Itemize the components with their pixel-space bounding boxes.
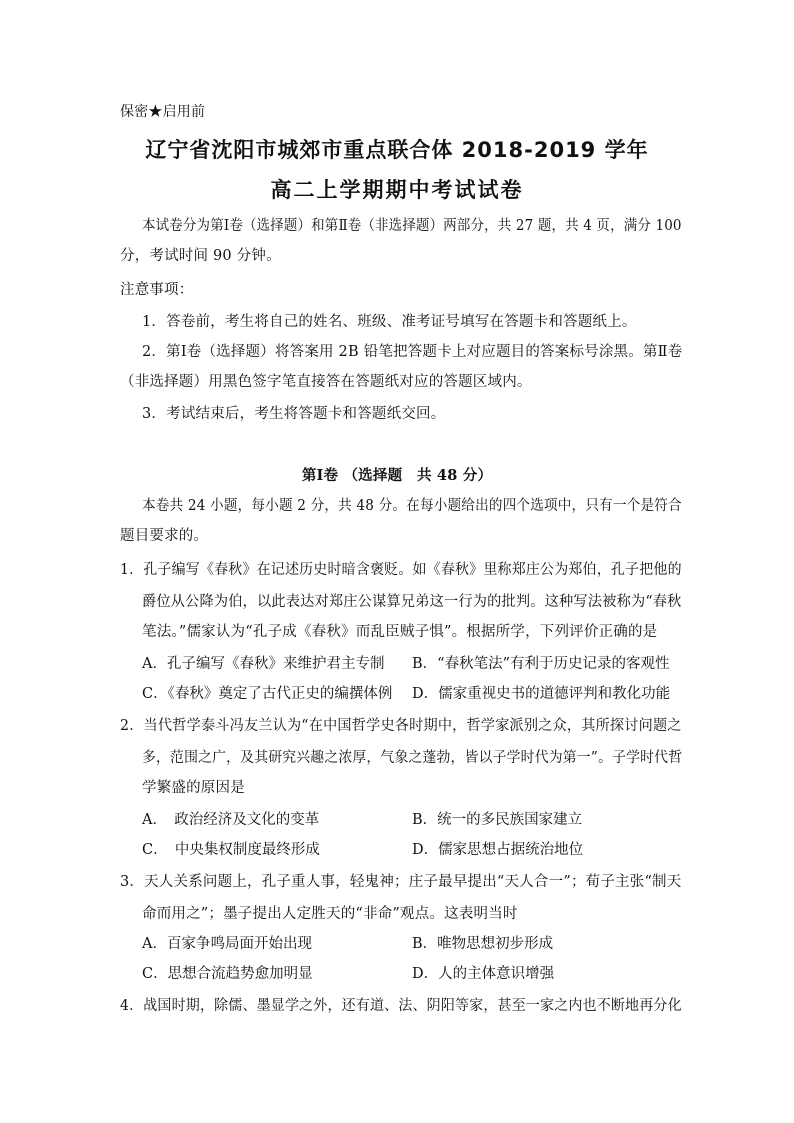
exam-title: 辽宁省沈阳市城郊市重点联合体 2018-2019 学年 bbox=[145, 138, 649, 162]
question-1-option-c: C．《春秋》奠定了古代正史的编撰体例 bbox=[142, 686, 393, 702]
question-2-option-d: D．儒家思想占据统治地位 bbox=[412, 842, 584, 858]
note-item-2-line-2: （非选择题）用黑色签字笔直接答在答题纸对应的答题区域内。 bbox=[120, 374, 532, 390]
question-3-line-2: 命而用之”；墨子提出人定胜天的“非命”观点。这表明当时 bbox=[142, 906, 518, 922]
question-1-option-a: A．孔子编写《春秋》来维护君主专制 bbox=[142, 656, 385, 672]
question-4-line-1: 4．战国时期，除儒、墨显学之外，还有道、法、阴阳等家，甚至一家之内也不断地再分化 bbox=[120, 998, 682, 1014]
section-desc-line-2: 题目要求的。 bbox=[120, 528, 209, 544]
intro-line-1: 本试卷分为第Ⅰ卷（选择题）和第Ⅱ卷（非选择题）两部分，共 27 题，共 4 页，满分 100 bbox=[142, 218, 682, 234]
question-1-line-3: 笔法。”儒家认为“孔子成《春秋》而乱臣贼子惧”。根据所学，下列评价正确的是 bbox=[142, 624, 658, 640]
question-1-option-d: D．儒家重视史书的道德评判和教化功能 bbox=[412, 686, 671, 702]
question-1-line-2: 爵位从公降为伯，以此表达对郑庄公谋算兄弟这一行为的批判。这种写法被称为“春秋 bbox=[142, 594, 682, 610]
question-3-option-c: C．思想合流趋势愈加明显 bbox=[142, 966, 313, 982]
exam-subtitle: 高二上学期期中考试试卷 bbox=[270, 178, 524, 202]
question-3-option-d: D．人的主体意识增强 bbox=[412, 966, 555, 982]
question-2-option-c: C． 中央集权制度最终形成 bbox=[142, 842, 320, 858]
question-2-line-1: 2．当代哲学泰斗冯友兰认为“在中国哲学史各时期中，哲学家派别之众，其所探讨问题之 bbox=[120, 718, 682, 734]
section-desc-line-1: 本卷共 24 小题，每小题 2 分，共 48 分。在每小题给出的四个选项中，只有一个是符合 bbox=[142, 498, 682, 514]
question-2-line-3: 学繁盛的原因是 bbox=[142, 780, 245, 796]
question-2-option-b: B．统一的多民族国家建立 bbox=[412, 812, 583, 828]
intro-line-2: 分，考试时间 90 分钟。 bbox=[120, 248, 281, 264]
question-2-line-2: 多，范围之广，及其研究兴趣之浓厚，气象之蓬勃，皆以子学时代为第一”。子学时代哲 bbox=[142, 750, 683, 766]
question-3-option-a: A．百家争鸣局面开始出现 bbox=[142, 936, 312, 952]
note-item-3: 3．考试结束后，考生将答题卡和答题纸交回。 bbox=[142, 406, 446, 422]
note-item-1: 1．答卷前，考生将自己的姓名、班级、准考证号填写在答题卡和答题纸上。 bbox=[142, 314, 637, 330]
question-1-line-1: 1．孔子编写《春秋》在记述历史时暗含褒贬。如《春秋》里称郑庄公为郑伯，孔子把他的 bbox=[120, 562, 682, 578]
question-3-option-b: B．唯物思想初步形成 bbox=[412, 936, 554, 952]
section-title: 第Ⅰ卷 （选择题 共 48 分） bbox=[301, 467, 493, 484]
question-2-option-a: A． 政治经济及文化的变革 bbox=[142, 812, 320, 828]
notes-heading: 注意事项： bbox=[120, 282, 194, 298]
question-3-line-1: 3．天人关系问题上，孔子重人事，轻鬼神；庄子最早提出“天人合一”；荀子主张“制天 bbox=[120, 874, 682, 890]
confidential-label: 保密★启用前 bbox=[120, 104, 206, 120]
question-1-option-b: B．“春秋笔法”有利于历史记录的客观性 bbox=[412, 656, 670, 672]
note-item-2-line-1: 2．第Ⅰ卷（选择题）将答案用 2B 铅笔把答题卡上对应题目的答案标号涂黑。第Ⅱ卷 bbox=[142, 344, 683, 360]
